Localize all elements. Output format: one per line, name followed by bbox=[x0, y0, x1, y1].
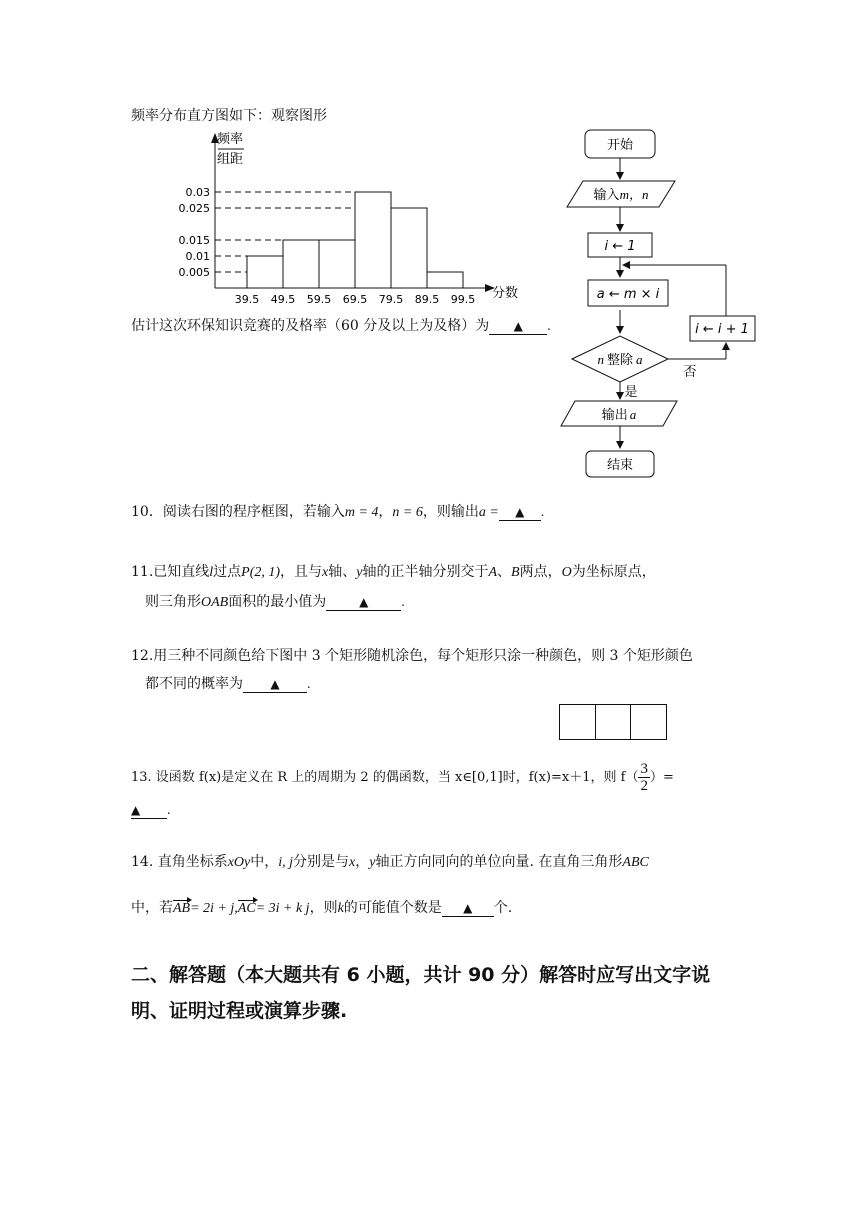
q9-line: 估计这次环保知识竞赛的及格率（60 分及以上为及格）为 ▲ . bbox=[131, 318, 551, 334]
rectangle-1 bbox=[560, 705, 596, 739]
q10-answer-blank[interactable] bbox=[499, 504, 541, 521]
frequency-histogram bbox=[160, 125, 560, 325]
x-tick-label: 59.5 bbox=[306, 293, 332, 306]
y-tick-label: 0.025 bbox=[178, 202, 210, 215]
q9-answer-blank[interactable] bbox=[489, 318, 547, 335]
rectangle-3 bbox=[631, 705, 666, 739]
x-tick-label: 49.5 bbox=[270, 293, 296, 306]
q9-text: 估计这次环保知识竞赛的及格率（60 分及以上为及格）为 bbox=[131, 318, 490, 334]
three-rectangles bbox=[559, 704, 667, 740]
vector-ab: AB bbox=[173, 899, 190, 919]
x-tick-label: 69.5 bbox=[342, 293, 368, 306]
q13-line1: 13. 设函数 f(x)是定义在 R 上的周期为 2 的偶函数，当 x∈[0,1]时，f(x)=x＋1，则 f（ $\frac{3}{2}$ ）= bbox=[131, 761, 674, 794]
flow-decision-label: n 整除 a bbox=[597, 352, 643, 368]
vector-ac: AC bbox=[238, 899, 256, 919]
q12-line2: 都不同的概率为 ▲ . bbox=[145, 676, 311, 692]
x-tick-label: 39.5 bbox=[234, 293, 260, 306]
triangle-icon: ▲ bbox=[270, 677, 280, 691]
y-tick-label: 0.015 bbox=[178, 234, 210, 247]
q10-line: 10．阅读右图的程序框图，若输入m = 4，n = 6，则输出a = ▲ . bbox=[131, 504, 545, 520]
flow-yes-label: 是 bbox=[624, 385, 638, 400]
rectangle-2 bbox=[596, 705, 632, 739]
unit-vectors-ij: i, j bbox=[278, 855, 294, 870]
y-label-bottom: 组距 bbox=[216, 152, 244, 167]
y-tick-label: 0.03 bbox=[185, 186, 210, 199]
histogram-bar bbox=[283, 240, 319, 288]
flow-increment-label: i ← i + 1 bbox=[695, 322, 749, 337]
x-tick-label: 99.5 bbox=[450, 293, 476, 306]
flow-no-label: 否 bbox=[683, 365, 697, 380]
q12-line1: 12.用三种不同颜色给下图中 3 个矩形随机涂色，每个矩形只涂一种颜色，则 3 个矩形颜色 bbox=[131, 648, 693, 664]
x-label: 分数 bbox=[491, 286, 519, 301]
section2-heading-line2: 明、证明过程或演算步骤. bbox=[131, 1000, 348, 1022]
flow-init-label: i ← 1 bbox=[604, 239, 636, 254]
histogram-bar bbox=[427, 272, 463, 288]
histogram-bar bbox=[247, 256, 283, 288]
histogram-intro: 频率分布直方图如下：观察图形 bbox=[131, 108, 327, 124]
fraction-3-2: $\frac{3}{2}$ bbox=[640, 761, 648, 794]
q13-answer-blank[interactable] bbox=[131, 802, 167, 819]
q12-answer-blank[interactable] bbox=[243, 676, 307, 693]
flow-input-label: 输入m，n bbox=[593, 187, 649, 203]
q13-line2: ▲ . bbox=[131, 803, 171, 818]
triangle-icon: ▲ bbox=[513, 319, 523, 333]
histogram-bar bbox=[391, 208, 427, 288]
y-label-top: 频率 bbox=[216, 132, 244, 147]
q11-line2: 则三角形OAB面积的最小值为 ▲ . bbox=[145, 594, 405, 610]
flow-end-label: 结束 bbox=[606, 458, 634, 473]
program-flowchart bbox=[555, 125, 765, 485]
flow-start-label: 开始 bbox=[606, 138, 634, 153]
histogram-bar bbox=[355, 192, 391, 288]
q14-answer-blank[interactable] bbox=[442, 900, 494, 917]
q14-line2: 中，若AB= 2i + j,AC= 3i + k j，则k的可能值个数是 ▲ 个. bbox=[131, 898, 512, 919]
x-tick-label: 79.5 bbox=[378, 293, 404, 306]
triangle-icon: ▲ bbox=[515, 505, 525, 519]
x-tick-label: 89.5 bbox=[414, 293, 440, 306]
triangle-icon: ▲ bbox=[359, 595, 369, 609]
triangle-icon: ▲ bbox=[463, 901, 473, 915]
section2-heading-line1: 二、解答题（本大题共有 6 小题，共计 90 分）解答时应写出文字说 bbox=[131, 964, 711, 986]
flow-assign-label: a ← m × i bbox=[596, 287, 660, 302]
q11-answer-blank[interactable] bbox=[326, 594, 401, 611]
y-tick-label: 0.01 bbox=[185, 250, 210, 263]
triangle-icon: ▲ bbox=[131, 803, 141, 817]
flow-output-label: 输出 a bbox=[601, 407, 637, 423]
histogram-bar bbox=[319, 240, 355, 288]
q14-line1: 14. 直角坐标系xOy中，i, j分别是与x，y轴正方向同向的单位向量. 在直角三角形ABC bbox=[131, 854, 649, 870]
y-tick-label: 0.005 bbox=[178, 266, 210, 279]
q11-line1: 11.已知直线l过点P(2, 1)，且与x轴、y轴的正半轴分别交于A、B两点，O为坐标原点， bbox=[131, 564, 656, 580]
